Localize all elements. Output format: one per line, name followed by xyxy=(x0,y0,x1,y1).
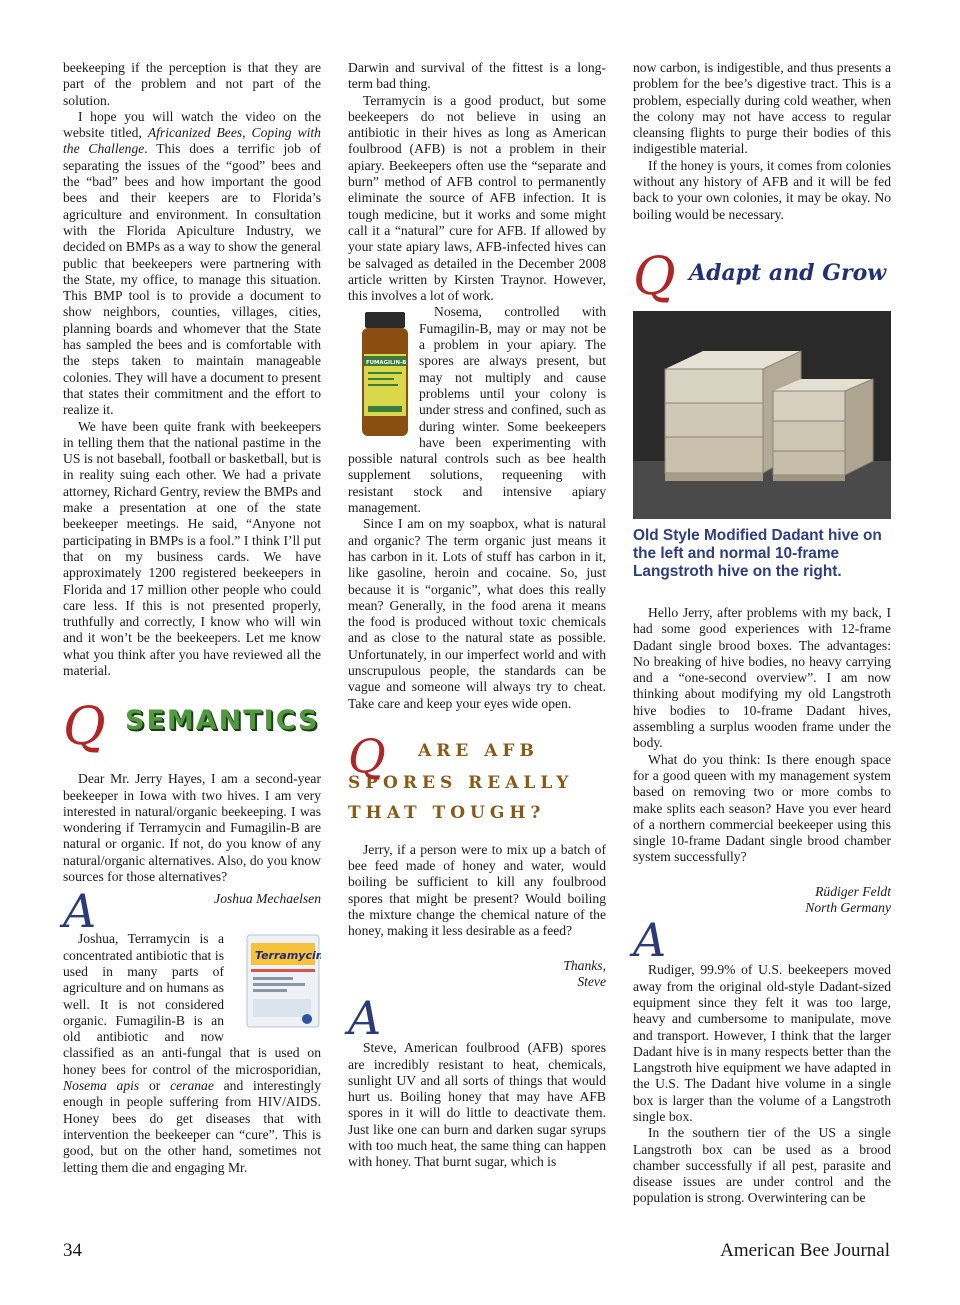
hive-photo xyxy=(633,311,891,519)
question-text: Jerry, if a person were to mix up a batch of bee feed made of honey and water, would boiling be sufficient to kill any foulbrood spores that might be present? Would boiling the mixture change the chemical nature of the honey, making it less desirable as a feed? xyxy=(348,841,606,939)
paragraph: now carbon, is indigestible, and thus presents a problem for the bee’s digestive tract. This is a problem, especially during cold weather, when the colony may not have access to regular cleansing flights to purge their bodies of this indigestible material. xyxy=(633,60,891,157)
semantics-heading xyxy=(63,699,321,763)
answer-header xyxy=(63,884,321,939)
paragraph: beekeeping if the perception is that they are part of the problem and not part of the solution. xyxy=(63,60,321,108)
question-text: Hello Jerry, after problems with my back, I had some good experiences with 12-frame Dadant single brood boxes. The advantages: No breaking of hive bodies, no heavy carrying and a “one-second overview”. I am now thinking about modifying my old Langstroth hive bodies to 10-frame Dadant hives, assembling a surplus wooden frame under the body. xyxy=(633,604,891,751)
a-letter: A xyxy=(348,991,382,1046)
paragraph: Darwin and survival of the fittest is a long-term bad thing. xyxy=(348,60,606,92)
adapt-grow-heading xyxy=(633,246,891,307)
answer-text: Terramycin Joshua, Terramycin is a concentrated antibiotic that is used in many parts of agriculture and on humans as well. It is not considered organic. Fumagilin-B is an old antibiotic and now classified as an anti-fungal that is used on honey bees for control of the microsporidian, Nosema apis or ceranae and interestingly enough in people suffering from HIV/AIDS. Honey bees do get diseases that with intervention the beekeeper can “cure”. This is good, but on the other hand, sometimes not letting them die and engaging Mr. xyxy=(63,931,321,1175)
question-text: Dear Mr. Jerry Hayes, I am a second-year beekeeper in Iowa with two hives. I am very interested in natural/organic beekeeping. I was wondering if Terramycin and Fumagilin-B are natural or organic. If not, do you know of any natural/organic alternatives. Also, do you know sources for those alternatives? xyxy=(63,771,321,885)
fumagilin-label: FUMAGILIN-B xyxy=(366,360,407,367)
afb-heading xyxy=(348,728,606,828)
fumagilin-bottle-image xyxy=(344,308,411,444)
section-title-line-1: ARE AFB xyxy=(418,740,539,761)
answer-text: Steve, American foulbrood (AFB) spores are incredibly resistant to heat, chemicals, sunlight UV and all sorts of things that would hurt us. Boiling honey that may have AFB spores in it will do little to deactivate them. Just like one can burn and darken sugar syrups with too much heat, the same thing can happen with honey. That burnt sugar, which is xyxy=(348,1040,606,1170)
a-letter: A xyxy=(63,884,97,939)
paragraph: FUMAGILIN-B Nosema, controlled with Fumagilin-B, may or may not be a problem in your apiary. The spores are always present, but may not multiply and cause problems until your colony is under stress and confined, such as during winter. Some beekeepers have been experimenting with possible natural controls such as bee health supplement solutions, requeening with resistant stock and intensive apiary management. xyxy=(348,304,606,516)
journal-title: American Bee Journal xyxy=(720,1240,890,1261)
answer-text: In the southern tier of the US a single Langstroth box can be used as a brood chamber successfully if all pest, parasite and disease issues are under control and the population is strong. Overwintering can be xyxy=(633,1125,891,1206)
page-number: 34 xyxy=(63,1240,82,1261)
a-letter: A xyxy=(633,913,667,968)
terramycin-label: Terramycin xyxy=(255,949,321,963)
question-text: What do you think: Is there enough space for a good queen with my management system based on removing two or more combs to make splits each season? Have you ever heard of a northern commercial beekeeper using this single 10-frame Dadant single brood chamber system successfully? xyxy=(633,751,891,865)
column-2 xyxy=(348,60,606,1171)
column-1 xyxy=(63,60,321,1176)
paragraph: If the honey is yours, it comes from colonies without any history of AFB and it will be fed back to your own colonies, it may be okay. No boiling would be necessary. xyxy=(633,157,891,222)
column-3 xyxy=(633,60,891,1207)
signature: Joshua Mechaelsen xyxy=(214,891,321,907)
section-title-line-2: SPORES REALLY xyxy=(348,772,574,793)
paragraph: Terramycin is a good product, but some beekeepers do not believe in using an antibiotic in their hives as long as American foulbrood (AFB) is not a problem in their apiary. Beekeepers often use the “separate and burn” method of AFB control to permanently eliminate the source of AFB infection. It is tough medicine, but it works and some might call it a “natural” cure for AFB. If allowed by your state apiary laws, AFB-infected hives can be salvaged as detailed in the December 2008 article written by Kirsten Traynor. However, this involves a lot of work. xyxy=(348,92,606,304)
signature: Rüdiger Feldt North Germany xyxy=(805,883,891,916)
paragraph: Since I am on my soapbox, what is natural and organic? The term organic just means it has carbon in it. Lots of stuff has carbon in it, like gasoline, heroin and cocaine. So, just because it is “organic”, what does this really mean? Generally, in the food arena it means the food is produced without toxic chemicals and as close to the natural state as possible. Unfortunately, in our imperfect world and with unscrupulous people, the standards can be vague and someone will always try to cheat. Take care and keep your eyes wide open. xyxy=(348,516,606,711)
paragraph: We have been quite frank with beekeepers in telling them that the national pastime in the US is not baseball, football or basketball, but is in reality suing each other. We had a private attorney, Richard Gentry, review the BMPs and make a presentation at one of the state beekeeper meetings. He said, “Anyone not participating in BMPs is a fool.” I think I’ll put that on my business cards. We have approximately 1200 registered beekeepers in Florida and 17 million other people who could care less. If this is not presented properly, truthfully and correctly, I know who will win and it won’t be the beekeepers. Let me know what you think after you have reviewed all the material. xyxy=(63,418,321,678)
q-letter: Q xyxy=(633,246,676,307)
terramycin-packet-image xyxy=(230,933,321,1033)
answer-text: Rudiger, 99.9% of U.S. beekeepers moved away from the original old-style Dadant-sized equipment since they felt it was too large, heavy and cumbersome to manipulate, move and transport. However, I think that the larger Dadant hive is in many respects better than the Langstroth hive equipment we have adapted in the U.S. The Dadant hive volume in a single box is larger than the volume of a Langstroth single box. xyxy=(633,962,891,1124)
q-letter: Q xyxy=(63,697,106,758)
section-title: Adapt and Grow xyxy=(689,259,887,286)
signature: Thanks, Steve xyxy=(563,957,606,989)
section-title-line-3: THAT TOUGH? xyxy=(348,802,546,823)
paragraph: I hope you will watch the video on the website titled, Africanized Bees, Coping with the Challenge. This does a terrific job of separating the issues of the “good” bees and the “bad” bees and how important the good bees and their keepers are to Florida’s agriculture and environment. In consultation with the Florida Apiculture Industry, we decided on BMPs as a way to show the general public that beekeepers were partnering with the State, my office, to manage this situation. This BMP tool is to provide a document to show neighbors, counties, villages, cities, planning boards and whomever that the State has sampled the bees and is comfortable with the steps taken to maintain manageable colonies. They will have a document to present that states their commitment and the effort to realize it. xyxy=(63,108,321,418)
video-title: Africanized Bees, Coping with the Challenge xyxy=(63,125,321,157)
q-letter: Q xyxy=(348,728,386,783)
photo-caption: Old Style Modified Dadant hive on the left and normal 10-frame Langstroth hive on the right. xyxy=(633,526,882,580)
section-title: SEMANTICS xyxy=(125,705,320,737)
